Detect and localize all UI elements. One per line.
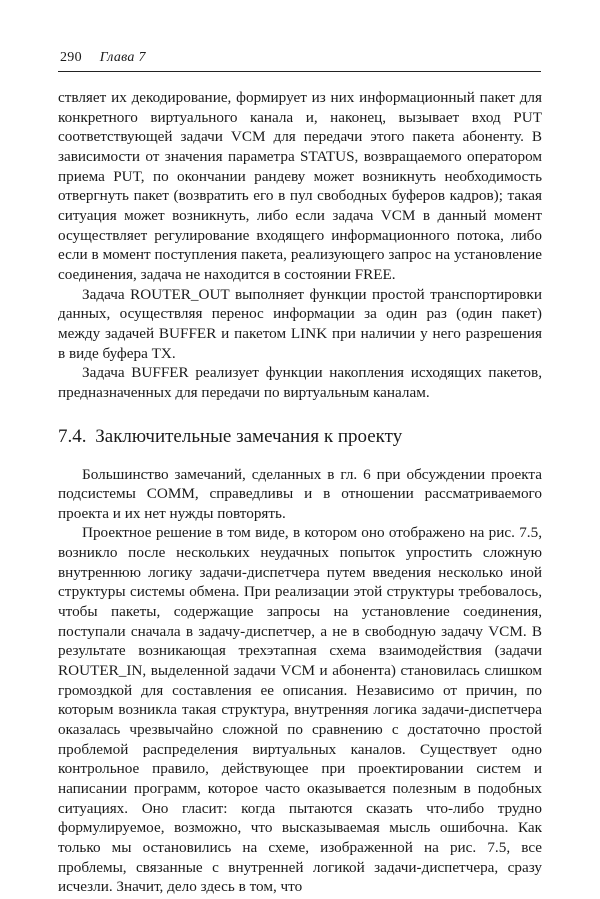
paragraph: Проектное решение в том виде, в котором оно отображено на рис. 7.5, возникло после нескольких неудачных попыток упростить сложную внутреннюю логику задачи-диспетчера путем введения несколько иной структуры системы обмена. При реализации этой структуры требовалось, чтобы пакеты, содержащие запросы на установление соединения, поступали сначала в задачу-диспетчер, а не в свободную задачу VCM. В результате возникающая трехэтапная схема взаимодействия (задачи ROUTER_IN, выделенной задачи VCM и абонента) становилась слишком громоздкой для составления ее описания. Независимо от причин, по которым возникла такая структура, внутренняя логика задачи-диспетчера оказалась чрезвычайно сложной по сравнению с достаточно простой проблемой распределения виртуальных каналов. Существует одно контрольное правило, действующее при проектировании систем и написании программ, которое часто оказывается полезным в подобных ситуациях. Оно гласит: когда пытаются сказать что-либо трудно формулируемое, возможно, что высказываемая мысль ошибочна. Как только мы остановились на схеме, изображенной на рис. 7.5, все проблемы, связанные с внутренней логикой задачи-диспетчера, сразу исчезли. Значит, дело здесь в том, что — [58, 524, 542, 896]
paragraph: ствляет их декодирование, формирует из них информационный пакет для конкретного виртуального канала и, наконец, вызывает вход PUT соответствующей задачи VCM для передачи этого пакета абоненту. В зависимости от значения параметра STATUS, возвращаемого оператором приема PUT, по окончании рандеву может возникнуть необходимость отвергнуть пакет (возвратить его в пул свободных буферов кадров); такая ситуация может возникнуть, либо если задача VCM в данный момент осуществляет регулирование входящего информационного потока, либо если в момент поступления пакета, реализующего запрос на установление соединения, задача не находится в состоянии FREE. — [58, 89, 542, 283]
section-title: Заключительные замечания к проекту — [95, 425, 403, 447]
section-heading — [58, 425, 542, 449]
section-number: 7.4. — [58, 425, 87, 447]
chapter-title: Глава 7 — [99, 50, 146, 65]
header-rule — [58, 71, 541, 72]
page-number: 290 — [60, 50, 82, 65]
paragraph: Большинство замечаний, сделанных в гл. 6 при обсуждении проекта подсистемы COMM, справедливы и в отношении рассматриваемого проекта и их нет нужды повторять. — [58, 465, 542, 522]
paragraph: Задача ROUTER_OUT выполняет функции простой транспортировки данных, осуществляя перенос информации за один раз (один пакет) между задачей BUFFER и пакетом LINK при наличии у него разрешения в виде буфера TX. — [58, 285, 542, 362]
body-text — [58, 88, 542, 897]
paragraph: Задача BUFFER реализует функции накопления исходящих пакетов, предназначенных для передачи по виртуальным каналам. — [58, 364, 542, 401]
running-header — [60, 50, 146, 66]
